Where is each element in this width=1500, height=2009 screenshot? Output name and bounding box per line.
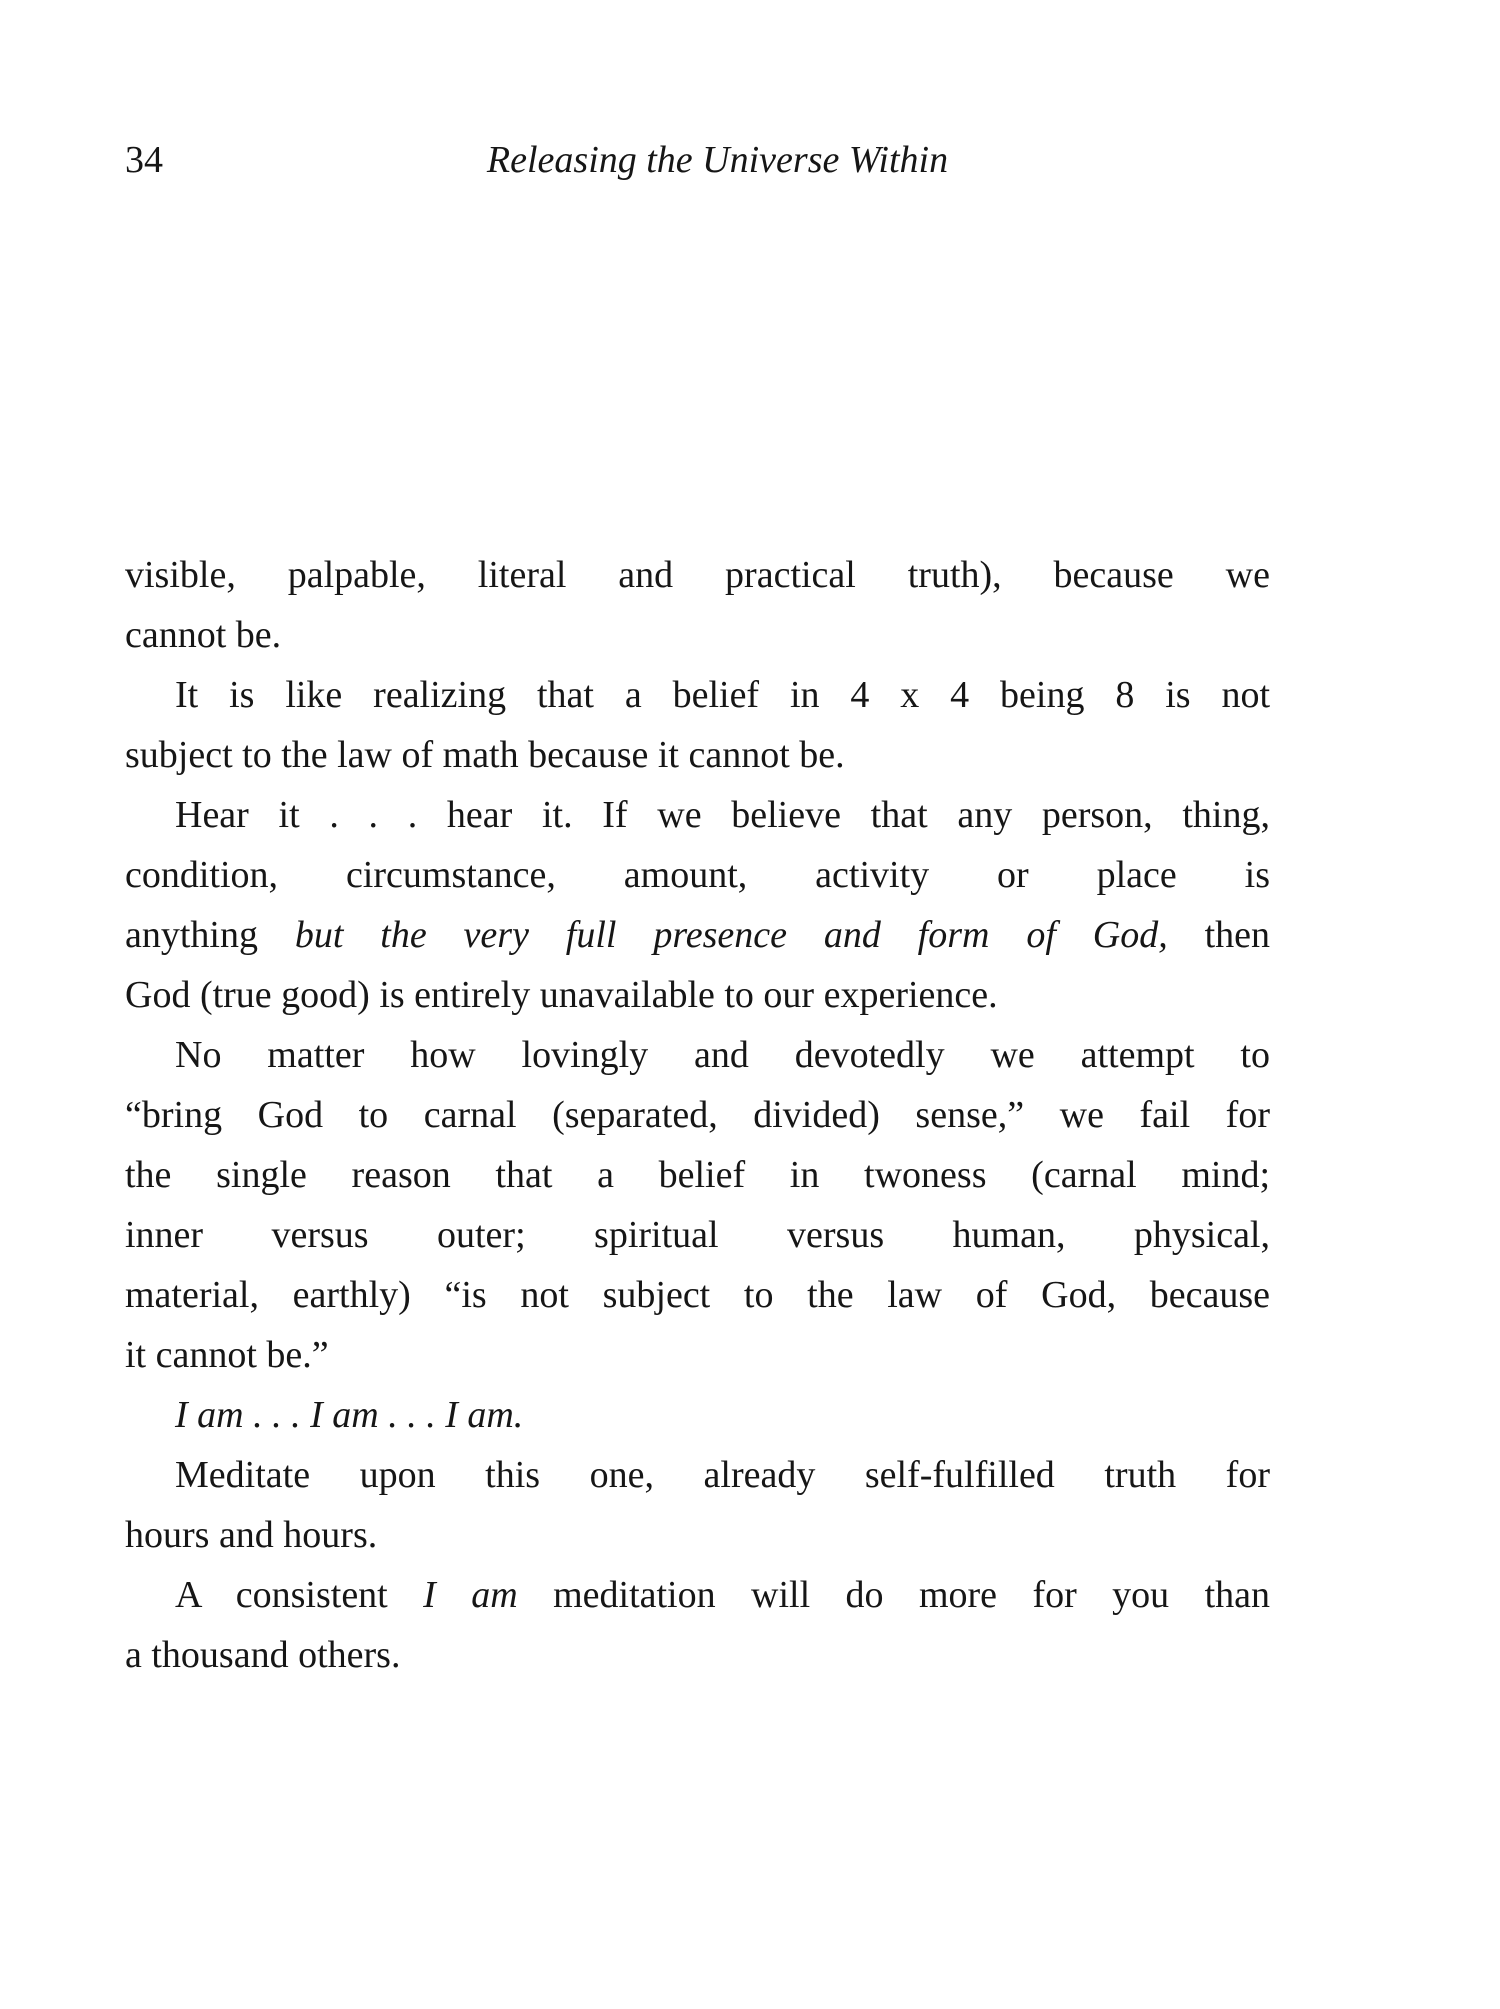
regular-text: inner versus outer; spiritual versus human, physical, bbox=[125, 1214, 1270, 1256]
regular-text: the single reason that a belief in twoness (carnal mind; bbox=[125, 1154, 1270, 1196]
text-line bbox=[125, 665, 1270, 725]
regular-text: A consistent bbox=[175, 1574, 424, 1616]
body-text bbox=[125, 545, 1270, 1685]
text-line bbox=[125, 1265, 1270, 1325]
running-header bbox=[125, 138, 1270, 182]
regular-text: “bring God to carnal (separated, divided) sense,” we fail for bbox=[125, 1094, 1270, 1136]
text-line bbox=[125, 1025, 1270, 1085]
paragraph bbox=[125, 1565, 1270, 1685]
regular-text: hours and hours. bbox=[125, 1514, 378, 1556]
text-line bbox=[125, 1505, 1270, 1565]
text-line bbox=[125, 1445, 1270, 1505]
regular-text: a thousand others. bbox=[125, 1634, 401, 1676]
text-line bbox=[125, 845, 1270, 905]
regular-text: material, earthly) “is not subject to the law of God, because bbox=[125, 1274, 1270, 1316]
regular-text: condition, circumstance, amount, activity or place is bbox=[125, 854, 1270, 896]
regular-text: it cannot be.” bbox=[125, 1334, 329, 1376]
paragraph bbox=[125, 1385, 1270, 1445]
page-number: 34 bbox=[125, 139, 163, 181]
text-line bbox=[125, 1085, 1270, 1145]
text-line bbox=[125, 1565, 1270, 1625]
text-line bbox=[125, 905, 1270, 965]
paragraph bbox=[125, 1025, 1270, 1385]
regular-text: meditation will do more for you than bbox=[517, 1574, 1270, 1616]
regular-text: anything bbox=[125, 914, 295, 956]
paragraph bbox=[125, 1445, 1270, 1565]
regular-text: It is like realizing that a belief in 4 x 4 being 8 is not bbox=[175, 674, 1270, 716]
italic-text: I am . . . I am . . . I am. bbox=[175, 1394, 524, 1436]
text-line bbox=[125, 1625, 1270, 1685]
text-line bbox=[125, 545, 1270, 605]
text-line bbox=[125, 1205, 1270, 1265]
paragraph bbox=[125, 785, 1270, 1025]
paragraph bbox=[125, 665, 1270, 785]
regular-text: subject to the law of math because it cannot be. bbox=[125, 734, 845, 776]
text-line bbox=[125, 725, 1270, 785]
text-line bbox=[125, 1385, 1270, 1445]
regular-text: Meditate upon this one, already self-fulfilled truth for bbox=[175, 1454, 1270, 1496]
italic-text: I am bbox=[423, 1574, 518, 1616]
text-line bbox=[125, 1145, 1270, 1205]
regular-text: cannot be. bbox=[125, 614, 282, 656]
text-line bbox=[125, 1325, 1270, 1385]
running-title: Releasing the Universe Within bbox=[486, 139, 949, 181]
regular-text: visible, palpable, literal and practical truth), because we bbox=[125, 554, 1270, 596]
regular-text: then bbox=[1167, 914, 1270, 956]
regular-text: No matter how lovingly and devotedly we attempt to bbox=[175, 1034, 1270, 1076]
regular-text: God (true good) is entirely unavailable to our experience. bbox=[125, 974, 998, 1016]
italic-text: but the very full presence and form of God, bbox=[294, 914, 1168, 956]
text-line bbox=[125, 965, 1270, 1025]
paragraph bbox=[125, 545, 1270, 665]
regular-text: Hear it . . . hear it. If we believe that any person, thing, bbox=[175, 794, 1270, 836]
text-line bbox=[125, 605, 1270, 665]
text-line bbox=[125, 785, 1270, 845]
